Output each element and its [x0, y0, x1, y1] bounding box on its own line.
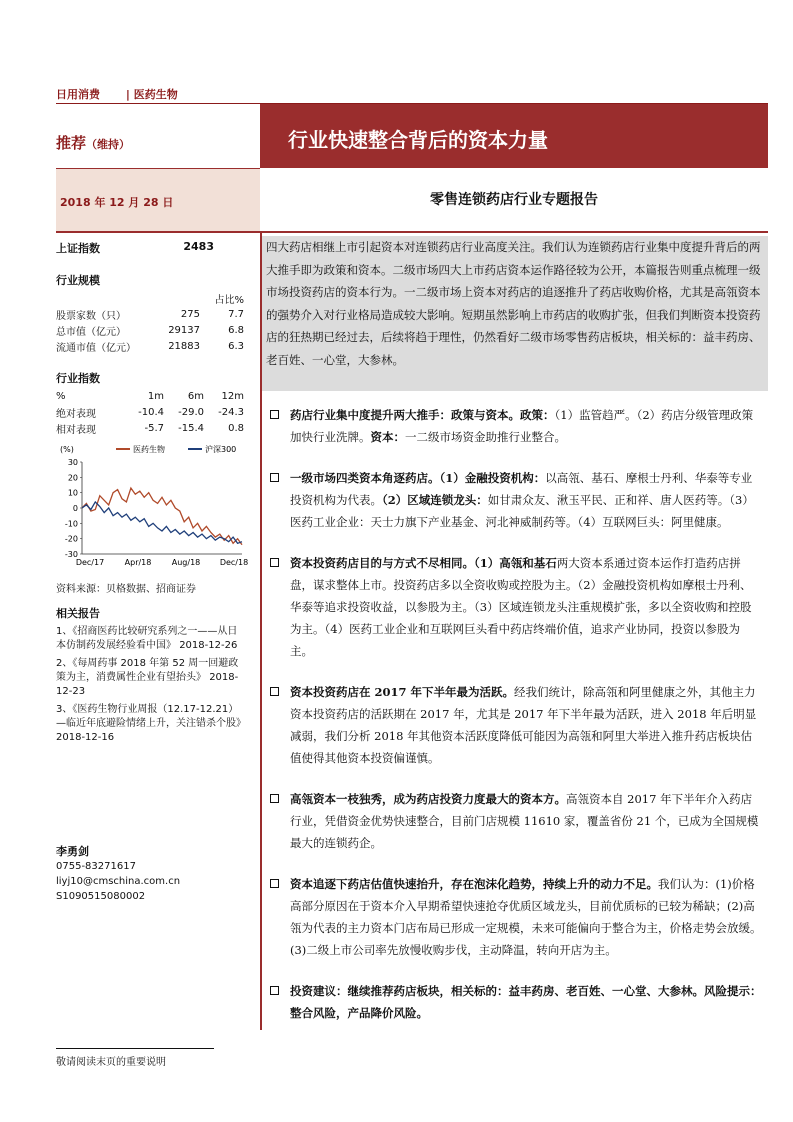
- category-label: 日用消费: [56, 88, 100, 101]
- related-list: [56, 625, 246, 745]
- report-date: 2018 年 12 月 28 日: [60, 196, 174, 209]
- legend-label: 医药生物: [133, 445, 165, 454]
- y-tick-label: -30: [64, 550, 78, 559]
- related-text: 3、《医药生物行业周报（12.17-12.21）—临近年底避险情绪上升，关注错杀个股》: [56, 704, 246, 729]
- report-title: 行业快速整合背后的资本力量: [288, 128, 548, 152]
- bullet-text: 我们认为：(1)价格高部分原因在于资本介入早期希望快速抢夺优质区域龙头，目前优质标的已较为稀缺；(2)高瓴为代表的主力资本门店布局已形成一定规模，未来可能偏向于整合为主，价格走势会放缓。(3)二级上市公司率先放慢收购步伐，主动降温，转向开店为主。: [290, 877, 762, 957]
- report-subtitle: 零售连锁药店行业专题报告: [430, 192, 598, 208]
- report-category: [56, 86, 178, 102]
- x-tick-label: Apr/18: [124, 558, 152, 567]
- series-line: [82, 502, 242, 543]
- bullet-text: 高瓴资本自 2017 年下半年介入药店行业，凭借资金优势快速整合，目前门店规模 11610 家，覆盖省份 21 个，已成为全国规模最大的连锁药企。: [290, 792, 759, 850]
- scale-label: 流通市值（亿元）: [56, 342, 136, 354]
- related-text: 1、《招商医药比较研究系列之一——从日本仿制药发展经验看中国》: [56, 626, 238, 651]
- analyst-name: 李勇剑: [56, 845, 89, 858]
- bullet-text: 如甘肃众友、湫玉平民、正和祥、唐人医药等。（3）医药工业企业：天士力旗下产业基金、河北神威制药等。（4）互联网巨头：阿里健康。: [290, 493, 754, 529]
- scale-pct: 7.7: [228, 308, 244, 320]
- perf-header: %: [56, 390, 66, 402]
- bullet-bold: 投资建议：继续推荐药店板块，相关标的：益丰药房、老百姓、一心堂、大参林。风险提示：整合风险，产品降价风险。: [290, 984, 762, 1020]
- related-date: 2018-12-26: [179, 640, 238, 651]
- scale-pct: 6.8: [228, 324, 244, 336]
- scale-value: 29137: [168, 324, 200, 336]
- y-tick-label: 20: [67, 473, 78, 483]
- list-item[interactable]: [56, 703, 246, 745]
- perf-value: -15.4: [178, 422, 204, 434]
- checkbox-icon: [270, 558, 279, 567]
- list-item: [270, 404, 762, 448]
- checkbox-icon: [270, 687, 279, 696]
- sector-label: | 医药生物: [125, 88, 178, 101]
- perf-label: 绝对表现: [56, 408, 96, 420]
- y-tick-label: 10: [67, 488, 78, 498]
- x-tick-label: Aug/18: [171, 558, 201, 567]
- index-label: 上证指数: [56, 242, 100, 255]
- scale-label: 总市值（亿元）: [56, 326, 126, 338]
- list-item: [270, 788, 762, 854]
- perf-label: 相对表现: [56, 424, 96, 436]
- related-title: 相关报告: [56, 607, 100, 620]
- related-text: 2、《每周药事 2018 年第 52 周一回避政策为主，消费属性企业有望抬头》: [56, 658, 239, 683]
- list-item: [270, 980, 762, 1024]
- rating: [56, 132, 130, 153]
- perf-value: -24.3: [218, 406, 244, 418]
- bullet-text: 一二级市场资金助推行业整合。: [405, 430, 566, 444]
- summary-box: [262, 236, 768, 391]
- bullet-bold: 资本投资药店在 2017 年下半年最为活跃。: [290, 685, 515, 699]
- y-tick-label: -20: [64, 534, 78, 544]
- analyst-id: S1090515080002: [56, 891, 146, 902]
- analyst-email[interactable]: liyj10@cmschina.com.cn: [56, 876, 181, 887]
- key-points: [270, 404, 762, 1043]
- bullet-bold: 药店行业集中度提升两大推手：政策与资本。政策：: [290, 408, 555, 422]
- list-item[interactable]: [56, 657, 246, 699]
- x-tick-label: Dec/18: [219, 558, 248, 567]
- table-row: [56, 420, 244, 436]
- date-box: [56, 169, 260, 231]
- performance-chart: [56, 438, 248, 572]
- scale-header: 占比%: [214, 294, 244, 306]
- index-value: 2483: [183, 240, 214, 253]
- perf-value: -29.0: [178, 406, 204, 418]
- legend-label: 沪深300: [205, 445, 237, 454]
- perf-header: 1m: [147, 390, 164, 402]
- x-tick-label: Dec/17: [75, 558, 105, 567]
- bullet-bold: 资本追逐下药店估值快速抬升，存在泡沫化趋势，持续上升的动力不足。: [290, 877, 658, 891]
- checkbox-icon: [270, 879, 279, 888]
- bullet-text: 以高瓴、基石、摩根士丹利、华泰等专业投资机构为代表。: [290, 471, 753, 507]
- source-note: 资料来源：贝格数据、招商证券: [56, 584, 196, 595]
- bullet-bold: 资本投资药店目的与方式不尽相同。（1）高瓴和基石: [290, 556, 557, 570]
- list-item[interactable]: [56, 625, 246, 653]
- bullet-bold: 高瓴资本一枝独秀，成为药店投资力度最大的资本方。: [290, 792, 566, 806]
- related-date: 2018-12-23: [56, 672, 239, 697]
- related-date: 2018-12-16: [56, 732, 115, 743]
- table-row: [56, 322, 244, 338]
- chart-ylabel: (%): [60, 445, 74, 454]
- perf-value: 0.8: [228, 422, 244, 434]
- bullet-text: （1）监管趋严。（2）药店分级管理政策加快行业洗牌。: [290, 408, 754, 444]
- list-item: [270, 467, 762, 533]
- scale-table: [56, 290, 244, 354]
- perf-header: 12m: [221, 390, 244, 402]
- checkbox-icon: [270, 410, 279, 419]
- bullet-text: 两大资本系通过资本运作打造药店拼盘，谋求整体上市。投资药店多以全资收购或控股为主。（2）金融投资机构如摩根士丹利、华泰等追求投资收益，以参股为主。（3）区域连锁龙头注重规模扩张，多以全资收购和控股为主。（4）医药工业企业和互联网巨头看中药店终端价值，追求产业协同，投资以参股为主。: [290, 556, 752, 658]
- sidebar: [56, 236, 248, 902]
- scale-value: 21883: [168, 340, 200, 352]
- list-item: [270, 873, 762, 961]
- scale-title: 行业规模: [56, 274, 100, 287]
- summary-text: 四大药店相继上市引起资本对连锁药店行业高度关注。我们认为连锁药店行业集中度提升背后的两大推手即为政策和资本。二级市场四大上市药店资本运作路径较为公开，本篇报告则重点梳理一级市场投资药店的资本行为。一二级市场上资本对药店的追逐推升了药店收购价格，尤其是高瓴资本的强势介入对行业格局造成较大影响。短期虽然影响上市药店的收购扩张，但我们判断资本投资药店的狂热期已经过去，后续将趋于理性，仍然看好二级市场零售药店板块，相关标的：益丰药房、老百姓、一心堂，大参林。: [266, 240, 761, 367]
- checkbox-icon: [270, 473, 279, 482]
- perf-value: -5.7: [144, 422, 164, 434]
- analyst-phone: 0755-83271617: [56, 861, 136, 872]
- analyst-block: [56, 844, 180, 904]
- checkbox-icon: [270, 986, 279, 995]
- scale-label: 股票家数（只）: [56, 310, 126, 322]
- index-row: [56, 240, 214, 256]
- perf-title: 行业指数: [56, 372, 100, 385]
- bullet-bold: （2）区域连锁龙头：: [382, 493, 488, 507]
- title-banner: [260, 104, 768, 168]
- bullet-bold: 一级市场四类资本角逐药店。（1）金融投资机构：: [290, 471, 546, 485]
- table-row: [56, 404, 244, 420]
- scale-value: 275: [180, 308, 200, 320]
- list-item: [270, 681, 762, 769]
- perf-header: 6m: [187, 390, 204, 402]
- perf-table: [56, 388, 244, 436]
- y-tick-label: 30: [67, 458, 78, 467]
- table-row: [56, 306, 244, 322]
- y-tick-label: 0: [72, 504, 78, 513]
- main-rule: [56, 231, 768, 233]
- rating-label: 推荐: [56, 134, 87, 152]
- scale-pct: 6.3: [228, 340, 244, 352]
- bullet-text: 经我们统计，除高瓴和阿里健康之外，其他主力资本投资药店的活跃期在 2017 年，尤其是 2017 年下半年最为活跃，进入 2018 年后明显减弱，我们分析 2018 年其他资本活跃度降低可能因为高瓴和阿里大举进入推升药店板块估值使得其他资本投资偏谨慎。: [290, 685, 757, 765]
- list-item: [270, 552, 762, 662]
- series-line: [82, 488, 242, 545]
- bullet-bold: 资本：: [370, 430, 405, 444]
- table-row: [56, 338, 244, 354]
- perf-value: -10.4: [138, 406, 164, 418]
- y-tick-label: -10: [64, 519, 78, 529]
- checkbox-icon: [270, 794, 279, 803]
- rating-note: （维持）: [86, 138, 131, 151]
- footer-note: 敬请阅读末页的重要说明: [56, 1048, 214, 1068]
